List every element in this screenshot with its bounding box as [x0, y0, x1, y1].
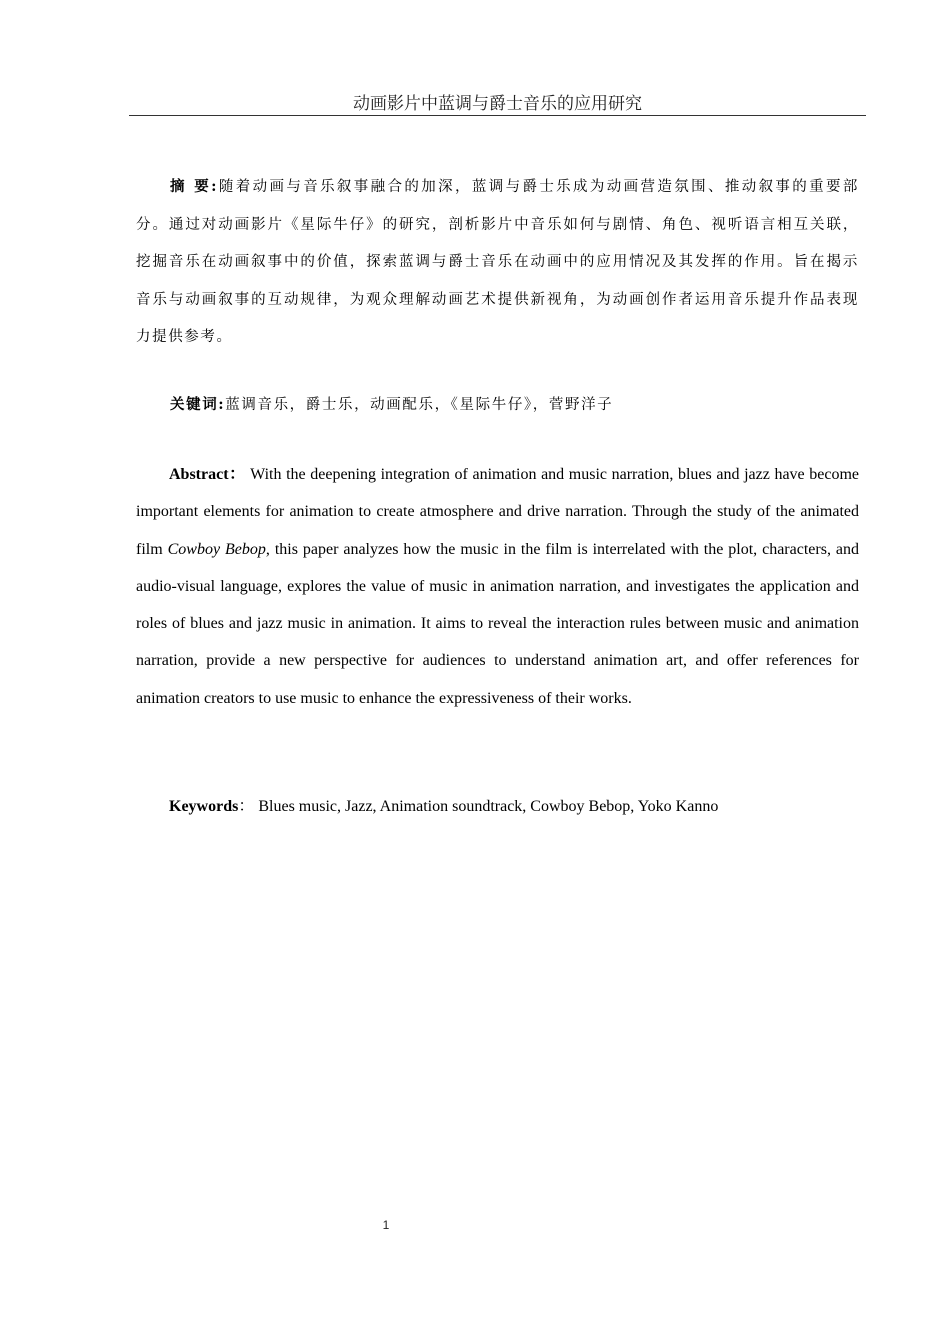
english-abstract-label: Abstract：: [169, 466, 246, 483]
english-abstract-text-part2: , this paper analyzes how the music in the film is interrelated with the plot, characters, and audio-visual language, explores the value of music in animation narration, and investigates the application and roles of blues and jazz music in animation. It aims to reveal the interaction rules between music and animation narration, provide a new perspective for audiences to understand animation art, and offer references for animation creators to use music to enhance the expressiveness of their works.: [136, 540, 859, 707]
chinese-abstract-text: 随着动画与音乐叙事融合的加深，蓝调与爵士乐成为动画营造氛围、推动叙事的重要部分。通过对动画影片《星际牛仔》的研究，剖析影片中音乐如何与剧情、角色、视听语言相互关联，挖掘音乐在动画叙事中的价值，探索蓝调与爵士音乐在动画中的应用情况及其发挥的作用。旨在揭示音乐与动画叙事的互动规律，为观众理解动画艺术提供新视角，为动画创作者运用音乐提升作品表现力提供参考。: [136, 179, 859, 345]
page-number: 1: [382, 1218, 390, 1232]
header-rule: [129, 115, 866, 116]
chinese-keywords: [136, 386, 859, 425]
chinese-abstract: [136, 168, 859, 357]
english-abstract: [136, 456, 859, 717]
running-title: 动画影片中蓝调与爵士音乐的应用研究: [353, 94, 642, 114]
chinese-abstract-label: 摘 要:: [170, 178, 219, 195]
english-keywords-text: Blues music, Jazz, Animation soundtrack, Cowboy Bebop, Yoko Kanno: [258, 798, 719, 815]
chinese-keywords-label: 关键词:: [170, 396, 226, 413]
english-abstract-text-part1: With the deepening integration of animation and music narration, blues and jazz have become important elements for animation to create atmosphere and drive narration. Through the study of the animated film: [136, 466, 860, 558]
english-keywords-separator: ：: [238, 798, 255, 815]
chinese-keywords-text: 蓝调音乐，爵士乐，动画配乐，《星际牛仔》，菅野洋子: [225, 397, 614, 413]
english-keywords-label: Keywords: [169, 798, 239, 815]
running-header: [129, 92, 866, 116]
english-keywords: [136, 788, 859, 825]
film-title: Cowboy Bebop: [167, 540, 266, 558]
